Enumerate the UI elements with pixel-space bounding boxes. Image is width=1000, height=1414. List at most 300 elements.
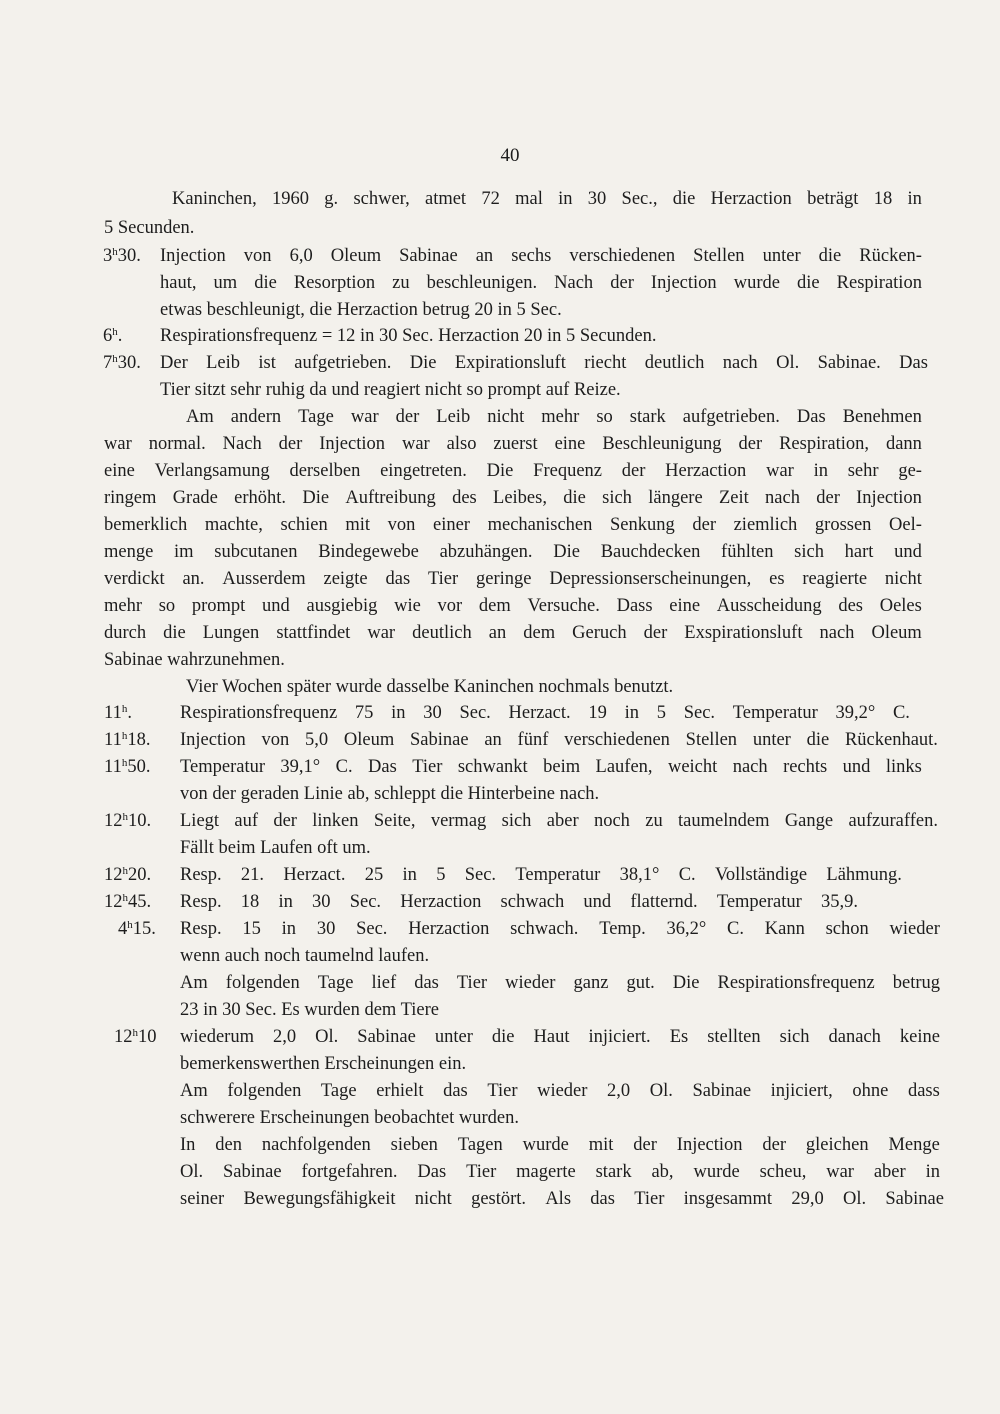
word: reagierte	[802, 569, 868, 589]
word: verschiedenen	[564, 730, 670, 750]
word: schwankt	[457, 757, 528, 777]
word: seiner	[180, 1189, 225, 1209]
word: Das	[417, 1162, 447, 1182]
timestamp	[103, 350, 141, 376]
word: es	[769, 569, 785, 589]
word: Oleum	[330, 246, 382, 266]
word: Herzaction	[400, 892, 482, 912]
timestamp-unit: h	[121, 703, 128, 715]
word: Injection	[319, 434, 386, 454]
text-line	[172, 186, 922, 212]
word: prompt	[191, 596, 246, 616]
word: nicht	[487, 407, 525, 427]
word: von	[387, 515, 416, 535]
word: vermag	[430, 811, 487, 831]
text-line	[180, 970, 940, 996]
word: Oel-	[889, 515, 922, 535]
word: mit	[588, 1135, 614, 1155]
word: zu	[645, 811, 663, 831]
timestamp-minutes: 30.	[117, 246, 141, 266]
word: Tier	[456, 973, 488, 993]
word: Lähmung.	[826, 865, 902, 885]
word: an.	[182, 569, 205, 589]
word: danach	[828, 1027, 881, 1047]
timestamp-unit: h	[112, 246, 118, 258]
word: die	[797, 273, 820, 293]
word: Oeles	[879, 596, 922, 616]
text-line	[180, 700, 910, 726]
word: Kaninchen,	[172, 189, 257, 209]
word: deutlich	[644, 353, 705, 373]
word: betrug	[892, 973, 940, 993]
word: aber	[873, 1162, 906, 1182]
word: Die	[302, 488, 330, 508]
word: Rückenhaut.	[844, 730, 938, 750]
word: unter	[762, 246, 801, 266]
word: des	[838, 596, 863, 616]
word: Sec.,	[621, 189, 658, 209]
word: wieder	[537, 1081, 588, 1101]
word: abzuhängen.	[439, 542, 533, 562]
timestamp-minutes: 30.	[117, 353, 141, 373]
word: 19	[588, 703, 607, 723]
timestamp-unit: h	[122, 892, 128, 904]
word: machte,	[204, 515, 263, 535]
text-line	[180, 862, 902, 888]
word: Herzact.	[283, 865, 346, 885]
word: Ol.	[776, 353, 800, 373]
word: die	[491, 1027, 515, 1047]
word: Verlangsamung	[154, 461, 270, 481]
text-line	[180, 889, 858, 915]
word: 29,0	[791, 1189, 824, 1209]
word: beträgt	[807, 189, 859, 209]
word: Zeit	[718, 488, 749, 508]
word: deutlich	[412, 623, 472, 643]
timestamp-hour: 12	[104, 892, 123, 912]
word: Resp.	[180, 919, 222, 939]
text-line	[180, 916, 940, 942]
word: Die	[553, 542, 580, 562]
word: der	[633, 1135, 657, 1155]
word: Resp.	[180, 865, 222, 885]
word: linken	[312, 811, 359, 831]
timestamp-hour: 11	[104, 757, 122, 777]
word: 30	[423, 703, 442, 723]
timestamp	[103, 323, 122, 349]
timestamp	[114, 1024, 157, 1050]
word: und	[842, 757, 871, 777]
word: menge	[104, 542, 154, 562]
word: unter	[752, 730, 791, 750]
word: ziemlich	[733, 515, 798, 535]
word: Respiration	[836, 273, 922, 293]
word: Sabinae	[357, 1027, 416, 1047]
word: stark	[629, 407, 666, 427]
page-number: 40	[500, 145, 520, 166]
word: Sabinae	[692, 1081, 752, 1101]
word: Leib	[206, 353, 241, 373]
word: Dass	[616, 596, 653, 616]
word: der	[610, 273, 634, 293]
timestamp	[104, 889, 151, 915]
word: 1960	[272, 189, 310, 209]
timestamp-minutes: 15.	[132, 919, 156, 939]
word: zeigte	[323, 569, 368, 589]
word: schwach	[500, 892, 565, 912]
word: aber	[546, 811, 579, 831]
word: unter	[434, 1027, 473, 1047]
word: in	[558, 189, 573, 209]
word: und	[894, 542, 922, 562]
word: Menge	[888, 1135, 940, 1155]
timestamp-minutes: .	[127, 703, 132, 723]
word: verschiedenen	[569, 246, 676, 266]
word: 36,2°	[666, 919, 707, 939]
word: Resp.	[180, 892, 222, 912]
word: 6,0	[289, 246, 313, 266]
word: Grade	[172, 488, 218, 508]
word: hart	[844, 542, 874, 562]
word: war	[826, 1162, 854, 1182]
word: Temperatur	[732, 703, 818, 723]
word: aufzuraffen.	[848, 811, 938, 831]
word: schon	[825, 919, 869, 939]
word: 18	[240, 892, 260, 912]
word: 15	[242, 919, 261, 939]
word: Ol.	[315, 1027, 339, 1047]
word: und	[262, 596, 290, 616]
word: aufgetrieben.	[294, 353, 392, 373]
word: riecht	[584, 353, 627, 373]
word: Gange	[784, 811, 834, 831]
word: Injection	[180, 730, 246, 750]
word: C.	[727, 919, 744, 939]
word: atmet	[424, 189, 467, 209]
word: wurde	[693, 1162, 740, 1182]
text-line	[104, 431, 922, 457]
word: in	[391, 703, 406, 723]
word: rechts	[783, 757, 828, 777]
word: sich	[501, 811, 532, 831]
word: Oleum	[343, 730, 395, 750]
word: nachfolgenden	[261, 1135, 371, 1155]
word: Herzaction	[408, 919, 490, 939]
text-line: etwas beschleunigt, die Herzaction betrug 20 in 5 Sec.	[160, 300, 562, 320]
text-line: Fällt beim Laufen oft um.	[180, 838, 371, 858]
word: beschleunigen.	[426, 273, 538, 293]
word: Sec.	[349, 892, 382, 912]
word: nach	[819, 623, 855, 643]
word: Am	[186, 407, 214, 427]
word: schwach.	[510, 919, 579, 939]
word: mit	[345, 515, 371, 535]
word: Liegt	[180, 811, 220, 831]
timestamp-minutes: 45.	[128, 892, 152, 912]
timestamp-hour: 3	[103, 246, 113, 266]
word: von	[261, 730, 290, 750]
word: 30	[316, 919, 336, 939]
word: Es	[669, 1027, 689, 1047]
word: im	[174, 542, 194, 562]
word: Seite,	[373, 811, 416, 831]
word: sehr	[847, 461, 879, 481]
word: 21.	[240, 865, 265, 885]
word: C.	[892, 703, 910, 723]
word: Beschleunigung	[602, 434, 722, 454]
word: g.	[324, 189, 339, 209]
word: zu	[392, 273, 410, 293]
text-line	[160, 243, 922, 269]
word: wiederum	[180, 1027, 254, 1047]
word: Laufen,	[595, 757, 653, 777]
word: wie	[394, 596, 421, 616]
timestamp-unit: h	[132, 1027, 138, 1039]
timestamp-unit: h	[127, 919, 133, 931]
text-line: 23 in 30 Sec. Es wurden dem Tiere	[180, 1000, 439, 1020]
word: Stellen	[685, 730, 738, 750]
word: fünf	[517, 730, 549, 750]
word: Tage	[298, 407, 334, 427]
word: erhöht.	[234, 488, 287, 508]
word: folgenden	[225, 973, 300, 993]
word: so	[158, 596, 176, 616]
word: Haut	[533, 1027, 570, 1047]
word: 38,1°	[619, 865, 660, 885]
word: insgesammt	[683, 1189, 773, 1209]
word: so	[596, 407, 613, 427]
word: Die	[486, 461, 514, 481]
word: Temperatur	[515, 865, 601, 885]
word: das	[443, 1081, 468, 1101]
word: der	[762, 1135, 787, 1155]
word: haut,	[160, 273, 197, 293]
word: Bewegungsfähigkeit	[243, 1189, 396, 1209]
word: das	[385, 569, 411, 589]
word: dann	[885, 434, 922, 454]
word: durch	[104, 623, 147, 643]
word: mal	[515, 189, 543, 209]
word: schwer,	[353, 189, 410, 209]
word: beim	[543, 757, 581, 777]
timestamp-hour: 11	[104, 730, 122, 750]
text-line	[180, 1186, 944, 1212]
word: injiciert.	[588, 1027, 651, 1047]
word: mechanischen	[487, 515, 593, 535]
word: der	[273, 811, 297, 831]
word: Sabinae	[410, 730, 469, 750]
word: dass	[907, 1081, 940, 1101]
text-line	[180, 1159, 940, 1185]
word: an	[484, 730, 502, 750]
word: scheu,	[759, 1162, 807, 1182]
word: zuerst	[493, 434, 538, 454]
word: Die	[672, 973, 700, 993]
timestamp	[118, 916, 156, 942]
timestamp-minutes: 50.	[127, 757, 151, 777]
word: die	[563, 488, 586, 508]
word: derselben	[289, 461, 361, 481]
word: subcutanen	[214, 542, 298, 562]
word: Herzaction	[665, 461, 747, 481]
word: nach	[765, 488, 800, 508]
text-line	[180, 808, 938, 834]
word: Injection	[676, 1135, 743, 1155]
word: der	[621, 461, 646, 481]
timestamp-minutes: 10.	[128, 811, 152, 831]
word: Bindegewebe	[318, 542, 419, 562]
timestamp-hour: 7	[103, 353, 113, 373]
word: ist	[258, 353, 276, 373]
word: Sec.	[459, 703, 491, 723]
word: folgenden	[227, 1081, 302, 1101]
word: Herzaction	[710, 189, 792, 209]
word: der	[692, 515, 716, 535]
word: Oleum	[871, 623, 922, 643]
word: an	[488, 623, 507, 643]
word: ausgiebig	[306, 596, 378, 616]
word: bemerklich	[104, 515, 188, 535]
timestamp	[104, 727, 150, 753]
word: Ausserdem	[222, 569, 306, 589]
word: also	[446, 434, 477, 454]
word: in	[281, 919, 297, 939]
timestamp	[103, 243, 141, 269]
word: 5	[436, 865, 446, 885]
word: einer	[433, 515, 470, 535]
word: um	[213, 273, 238, 293]
timestamp	[104, 862, 151, 888]
word: Tier	[487, 1081, 518, 1101]
word: Versuche.	[527, 596, 600, 616]
word: Der	[160, 353, 188, 373]
word: weicht	[667, 757, 718, 777]
word: Nach	[222, 434, 262, 454]
word: wieder	[505, 973, 556, 993]
word: geringe	[476, 569, 532, 589]
word: 75	[354, 703, 374, 723]
text-line: von der geraden Linie ab, schleppt die Hinterbeine nach.	[180, 784, 600, 804]
word: Ausscheidung	[716, 596, 822, 616]
word: grossen	[814, 515, 872, 535]
word: Die	[409, 353, 437, 373]
word: Tier	[466, 1162, 497, 1182]
word: mehr	[541, 407, 580, 427]
word: Temperatur	[180, 757, 265, 777]
word: in	[624, 703, 639, 723]
word: Am	[180, 1081, 208, 1101]
word: wieder	[889, 919, 940, 939]
word: sich	[602, 488, 632, 508]
timestamp	[104, 754, 150, 780]
timestamp-minutes: 20.	[128, 865, 152, 885]
word: Exspirationsluft	[684, 623, 803, 643]
word: in	[402, 865, 417, 885]
text-line	[180, 1024, 940, 1050]
word: erhielt	[376, 1081, 424, 1101]
word: aufgetrieben.	[682, 407, 780, 427]
word: 25	[364, 865, 384, 885]
text-line: Respirationsfrequenz = 12 in 30 Sec. Herzaction 20 in 5 Secunden.	[160, 326, 657, 346]
word: Depressionserscheinungen,	[549, 569, 752, 589]
word: ganz	[573, 973, 609, 993]
word: der	[738, 434, 763, 454]
word: verdickt	[104, 569, 165, 589]
text-line: Vier Wochen später wurde dasselbe Kaninchen nochmals benutzt.	[186, 677, 674, 697]
word: war	[104, 434, 132, 454]
word: 72	[481, 189, 500, 209]
word: Sec.	[464, 865, 497, 885]
word: in	[925, 1162, 940, 1182]
word: lief	[371, 973, 397, 993]
word: magerte	[516, 1162, 576, 1182]
word: injiciert,	[770, 1081, 833, 1101]
word: war	[350, 407, 379, 427]
timestamp-minutes: 10	[138, 1027, 157, 1047]
word: Injection	[650, 273, 717, 293]
word: flatternd.	[630, 892, 698, 912]
timestamp-minutes: 18.	[127, 730, 151, 750]
text-line: schwerere Erscheinungen beobachtet wurden.	[180, 1108, 520, 1128]
word: keine	[899, 1027, 940, 1047]
word: dem	[478, 596, 511, 616]
timestamp	[104, 700, 132, 726]
word: Herzact.	[508, 703, 571, 723]
word: die	[818, 246, 842, 266]
word: vor	[437, 596, 463, 616]
word: Sec.	[356, 919, 388, 939]
word: Tier	[634, 1189, 665, 1209]
timestamp-hour: 6	[103, 326, 113, 346]
word: von	[243, 246, 272, 266]
word: sieben	[390, 1135, 438, 1155]
word: Benehmen	[842, 407, 922, 427]
word: Stellen	[693, 246, 745, 266]
text-line	[104, 485, 922, 511]
word: eine	[104, 461, 135, 481]
word: Sabinae.	[817, 353, 881, 373]
word: 5	[656, 703, 666, 723]
timestamp-hour: 12	[114, 1027, 133, 1047]
word: Rücken-	[859, 246, 922, 266]
timestamp-hour: 4	[118, 919, 128, 939]
word: ringem	[104, 488, 157, 508]
word: das	[414, 973, 439, 993]
word: 39,1°	[280, 757, 321, 777]
word: 2,0	[607, 1081, 631, 1101]
word: Lungen	[202, 623, 260, 643]
word: Leibes,	[493, 488, 547, 508]
word: stellten	[707, 1027, 761, 1047]
word: der	[816, 488, 840, 508]
word: Tagen	[457, 1135, 503, 1155]
word: fortgefahren.	[301, 1162, 398, 1182]
word: Ol.	[649, 1081, 673, 1101]
word: dem	[523, 623, 556, 643]
word: eine	[554, 434, 586, 454]
word: mehr	[104, 596, 143, 616]
text-line	[104, 458, 922, 484]
text-line: 5 Secunden.	[104, 218, 195, 238]
timestamp-hour: 12	[104, 865, 123, 885]
word: die	[163, 623, 186, 643]
word: war	[766, 461, 794, 481]
word: eingetreten.	[380, 461, 467, 481]
word: Injection	[856, 488, 922, 508]
word: Sec.	[683, 703, 716, 723]
word: gleichen	[805, 1135, 869, 1155]
text-line: wenn auch noch taumelnd laufen.	[180, 946, 430, 966]
